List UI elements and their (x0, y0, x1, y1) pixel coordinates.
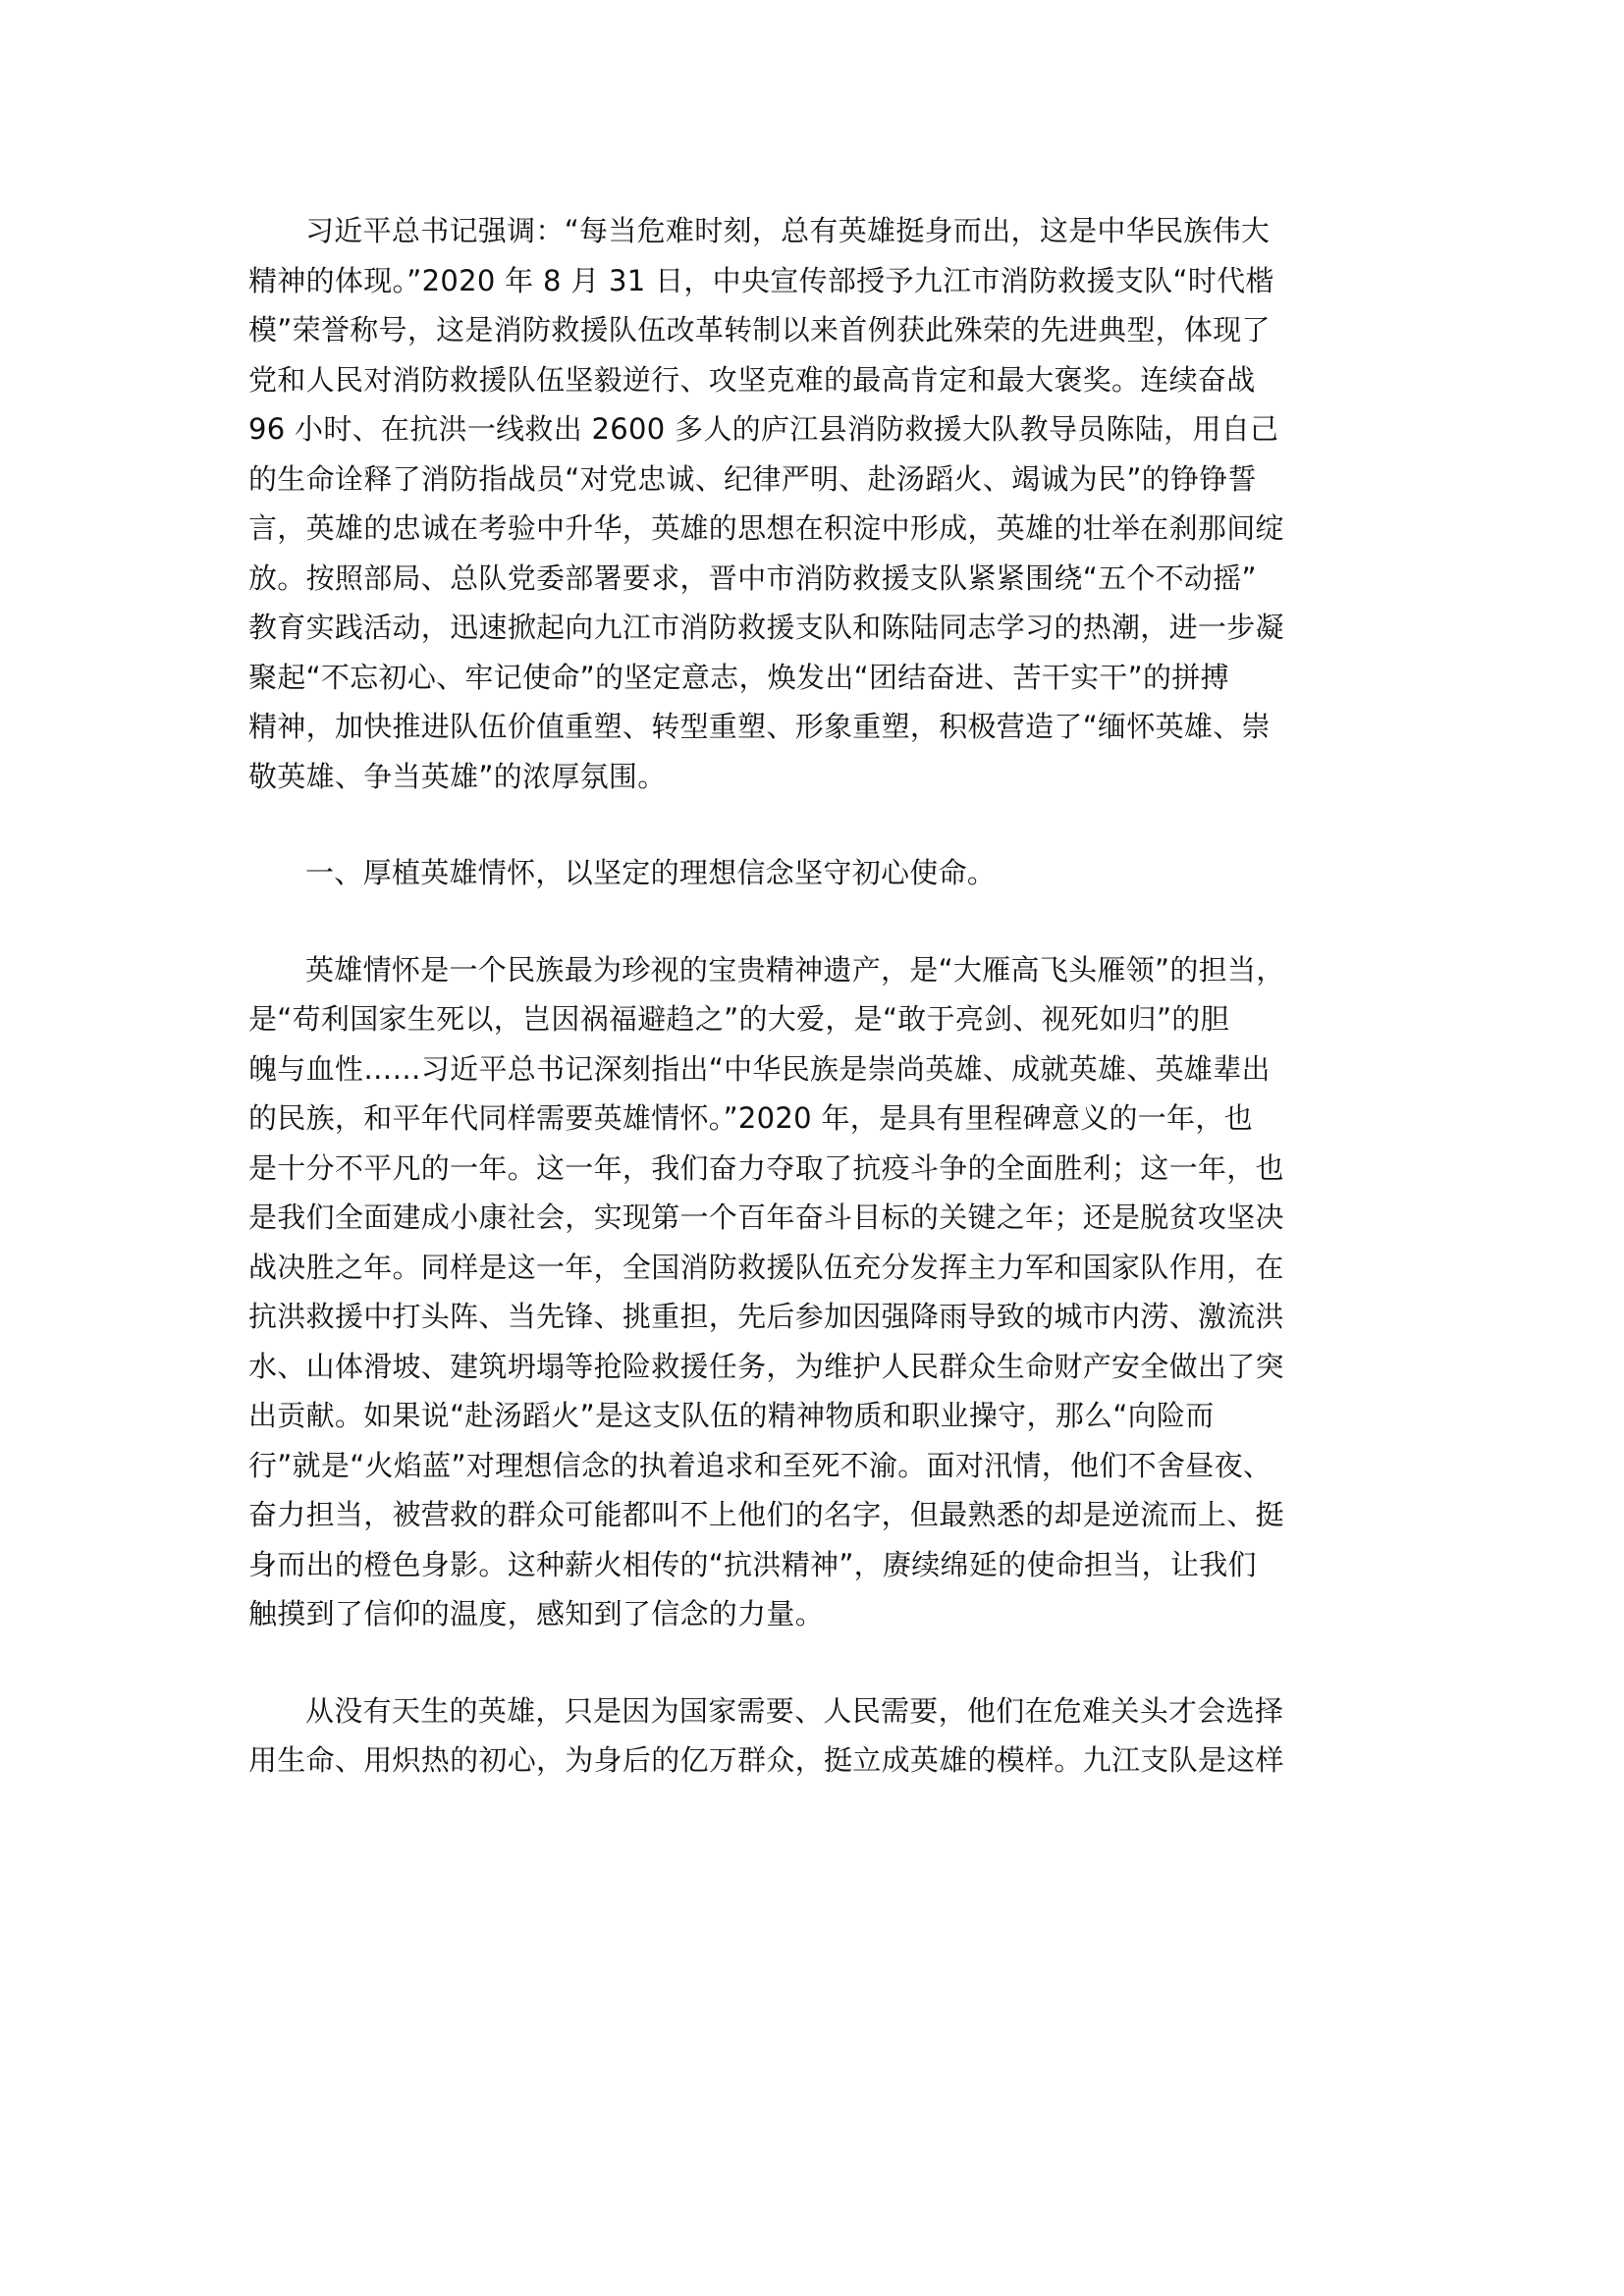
paragraph-line: 魄与血性……习近平总书记深刻指出“中华民族是崇尚英雄、成就英雄、英雄辈出 (248, 1051, 1271, 1086)
body-paragraph (248, 1686, 1391, 1786)
paragraph-line: 敬英雄、争当英雄”的浓厚氛围。 (248, 759, 667, 793)
paragraph-line: 的生命诠释了消防指战员“对党忠诚、纪律严明、赴汤蹈火、竭诚为民”的铮铮誓 (248, 461, 1257, 496)
paragraph-line: 精神，加快推进队伍价值重塑、转型重塑、形象重塑，积极营造了“缅怀英雄、崇 (248, 710, 1271, 743)
heading-line: 一、厚植英雄情怀，以坚定的理想信念坚守初心使命。 (305, 856, 997, 889)
paragraph-line: 精神的体现。”2020 年 8 月 31 日，中央宣传部授予九江市消防救援支队“时代楷 (248, 263, 1274, 297)
intro-paragraph (248, 206, 1391, 801)
paragraph-line: 奋力担当，被营救的群众可能都叫不上他们的名字，但最熟悉的却是逆流而上、挺 (248, 1498, 1284, 1531)
paragraph-line: 习近平总书记强调：“每当危难时刻，总有英雄挺身而出，这是中华民族伟大 (305, 214, 1271, 247)
paragraph-line: 身而出的橙色身影。这种薪火相传的“抗洪精神”，赓续绵延的使命担当，让我们 (248, 1547, 1257, 1581)
paragraph-line: 是十分不平凡的一年。这一年，我们奋力夺取了抗疫斗争的全面胜利；这一年，也 (248, 1150, 1284, 1185)
body-paragraph (248, 945, 1391, 1639)
paragraph-line: 教育实践活动，迅速掀起向九江市消防救援支队和陈陆同志学习的热潮，进一步凝 (248, 611, 1284, 644)
paragraph-line: 聚起“不忘初心、牢记使命”的坚定意志，焕发出“团结奋进、苦干实干”的拼搏 (248, 660, 1229, 694)
paragraph-line: 英雄情怀是一个民族最为珍视的宝贵精神遗产，是“大雁高飞头雁领”的担当， (305, 952, 1285, 987)
paragraph-line: 的民族，和平年代同样需要英雄情怀。”2020 年，是具有里程碑意义的一年，也 (248, 1101, 1253, 1135)
paragraph-line: 战决胜之年。同样是这一年，全国消防救援队伍充分发挥主力军和国家队作用，在 (248, 1250, 1284, 1284)
paragraph-line: 模”荣誉称号，这是消防救援队伍改革转制以来首例获此殊荣的先进典型，体现了 (248, 313, 1271, 347)
paragraph-line: 是我们全面建成小康社会，实现第一个百年奋斗目标的关键之年；还是脱贫攻坚决 (248, 1201, 1284, 1234)
paragraph-line: 抗洪救援中打头阵、当先锋、挑重担，先后参加因强降雨导致的城市内涝、激流洪 (248, 1300, 1284, 1333)
paragraph-line: 行”就是“火焰蓝”对理想信念的执着追求和至死不渝。面对汛情，他们不舍昼夜、 (248, 1448, 1272, 1482)
paragraph-line: 是“苟利国家生死以，岂因祸福避趋之”的大爱，是“敢于亮剑、视死如归”的胆 (248, 1002, 1229, 1036)
section-heading (248, 848, 1391, 898)
paragraph-line: 用生命、用炽热的初心，为身后的亿万群众，挺立成英雄的模样。九江支队是这样 (248, 1743, 1284, 1777)
paragraph-line: 言，英雄的忠诚在考验中升华，英雄的思想在积淀中形成，英雄的壮举在刹那间绽 (248, 511, 1284, 545)
paragraph-line: 党和人民对消防救援队伍坚毅逆行、攻坚克难的最高肯定和最大褒奖。连续奋战 (248, 362, 1256, 397)
paragraph-line: 出贡献。如果说“赴汤蹈火”是这支队伍的精神物质和职业操守，那么“向险而 (248, 1399, 1215, 1432)
paragraph-line: 96 小时、在抗洪一线救出 2600 多人的庐江县消防救援大队教导员陈陆，用自己 (248, 412, 1279, 446)
paragraph-line: 水、山体滑坡、建筑坍塌等抢险救援任务，为维护人民群众生命财产安全做出了突 (248, 1349, 1284, 1383)
paragraph-line: 触摸到了信仰的温度，感知到了信念的力量。 (248, 1597, 825, 1630)
document-body (248, 206, 1391, 1786)
paragraph-line: 从没有天生的英雄，只是因为国家需要、人民需要，他们在危难关头才会选择 (305, 1693, 1284, 1728)
paragraph-line: 放。按照部局、总队党委部署要求，晋中市消防救援支队紧紧围绕“五个不动摇” (248, 561, 1257, 595)
